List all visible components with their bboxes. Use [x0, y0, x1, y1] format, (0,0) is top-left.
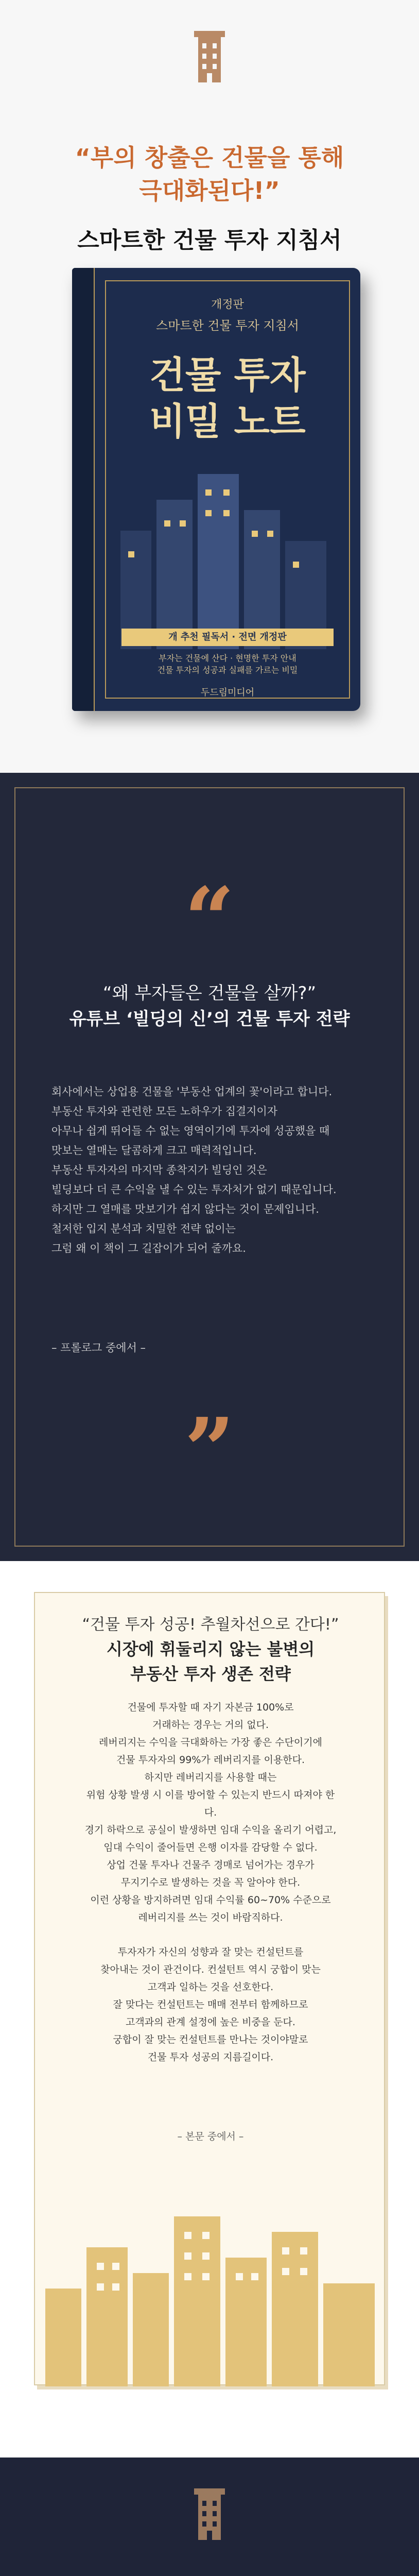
excerpt-line: 상업 건물 투자나 건물주 경매로 넘어가는 경우가 — [107, 1859, 315, 1871]
excerpt-line: 찾아내는 것이 관건이다. 컨설턴트 역시 궁합이 맞는 — [100, 1964, 321, 1975]
excerpt-line: 임대 수익이 줄어들면 은행 이자를 감당할 수 없다. — [103, 1842, 318, 1853]
excerpt-body-part2 — [81, 1943, 340, 2066]
prologue-line: 부동산 투자와 관련한 모든 노하우가 집결지이자 — [51, 1105, 278, 1117]
prologue-line: 부동산 투자자의 마지막 종착지가 빌딩인 것은 — [51, 1164, 267, 1176]
excerpt-line: 궁합이 잘 맞는 컨설턴트를 만나는 것이야말로 — [113, 2034, 308, 2045]
excerpt-subheading-line2: 부동산 투자 생존 전략 — [130, 1664, 291, 1684]
excerpt-line: 레버리지를 쓰는 것이 바람직하다. — [138, 1912, 283, 1923]
book-spine — [72, 268, 95, 711]
excerpt-section — [0, 1561, 419, 2458]
excerpt-line: 레버리지는 수익을 극대화하는 가장 좋은 수단이기에 — [99, 1737, 322, 1748]
book-tagline: 스마트한 건물 투자 지침서 — [156, 318, 299, 333]
excerpt-source: – 본문 중에서 – — [177, 2131, 244, 2142]
hero-section — [0, 0, 419, 773]
excerpt-line: 이런 상황을 방지하려면 임대 수익률 60~70% 수준으로 — [90, 1894, 331, 1906]
excerpt-line: 거래하는 경우는 거의 없다. — [152, 1719, 269, 1731]
open-quote-mark: “ — [184, 868, 235, 971]
excerpt-line: 잘 맞다는 컨설턴트는 매매 전부터 함께하므로 — [113, 1999, 308, 2010]
book-band: 개 추천 필독서 · 전면 개정판 — [121, 629, 334, 646]
prologue-heading: “왜 부자들은 건물을 살까?” — [102, 983, 317, 1004]
excerpt-card — [34, 1592, 385, 2385]
excerpt-subheading-line1: 시장에 휘둘리지 않는 불변의 — [106, 1639, 315, 1659]
excerpt-line: 고객과의 관계 설정에 높은 비중을 둔다. — [126, 2016, 295, 2028]
book-title-line1: 건물 투자 — [149, 353, 306, 397]
book-edition: 개정판 — [211, 298, 244, 311]
partner-section — [0, 2458, 419, 2576]
prologue-line: 아무나 쉽게 뛰어들 수 없는 영역이기에 투자에 성공했을 때 — [51, 1125, 330, 1137]
excerpt-line: 건물 투자자의 99%가 레버리지를 이용한다. — [116, 1754, 305, 1766]
book-publisher: 두드림미디어 — [200, 687, 255, 698]
excerpt-line: 건물 투자 성공의 지름길이다. — [147, 2052, 274, 2063]
hero-subtitle: 스마트한 건물 투자 지침서 — [77, 227, 342, 253]
book-title-line2: 비밀 노트 — [149, 399, 306, 443]
prologue-section — [0, 773, 419, 1561]
prologue-line: 그럼 왜 이 책이 그 길잡이가 되어 줄까요. — [51, 1242, 246, 1255]
prologue-line: 철저한 입지 분석과 치밀한 전략 없이는 — [51, 1223, 236, 1235]
excerpt-line: 무지기수로 발생하는 것을 꼭 알아야 한다. — [120, 1877, 301, 1888]
book-cover — [72, 268, 360, 711]
gold-skyline-illustration — [35, 2185, 386, 2386]
excerpt-line: 투자자가 자신의 성향과 잘 맞는 컨설턴트를 — [117, 1946, 304, 1958]
building-icon — [194, 31, 225, 82]
book-desc-line2: 건물 투자의 성공과 실패를 가르는 비밀 — [157, 665, 298, 675]
book-desc-line1: 부자는 건물에 산다 · 현명한 투자 안내 — [159, 653, 296, 663]
building-icon — [194, 2488, 225, 2540]
prologue-subheading: 유튜브 ‘빌딩의 신’의 건물 투자 전략 — [69, 1009, 350, 1029]
excerpt-line: 고객과 일하는 것을 선호한다. — [147, 1981, 274, 1993]
prologue-line: 빌딩보다 더 큰 수익을 낼 수 있는 투자처가 없기 때문입니다. — [51, 1183, 337, 1196]
excerpt-line: 경기 하락으로 공실이 발생하면 임대 수익을 올리기 어렵고, — [84, 1824, 337, 1836]
prologue-line: 하지만 그 열매를 맛보기가 쉽지 않다는 것이 문제입니다. — [51, 1203, 319, 1215]
prologue-line: 맛보는 열매는 달콤하게 크고 매력적입니다. — [51, 1144, 257, 1157]
excerpt-heading: “건물 투자 성공! 추월차선으로 간다!” — [82, 1616, 339, 1634]
prologue-source: – 프롤로그 중에서 – — [51, 1342, 146, 1354]
prologue-line: 회사에서는 상업용 건물을 '부동산 업계의 꽃'이라고 합니다. — [51, 1086, 333, 1098]
excerpt-body-part1 — [81, 1699, 340, 1926]
hero-quote-line2: 극대화된다!” — [139, 177, 280, 205]
excerpt-line: 위험 상황 발생 시 이를 방어할 수 있는지 반드시 따져야 한다. — [86, 1789, 335, 1818]
prologue-body — [51, 1082, 368, 1258]
hero-quote-line1: “부의 창출은 건물을 통해 — [75, 144, 344, 172]
close-quote-mark: ” — [184, 1399, 235, 1502]
excerpt-line: 하지만 레버리지를 사용할 때는 — [144, 1772, 277, 1783]
excerpt-line: 건물에 투자할 때 자기 자본금 100%로 — [127, 1702, 294, 1713]
book-skyline-illustration — [105, 453, 350, 649]
